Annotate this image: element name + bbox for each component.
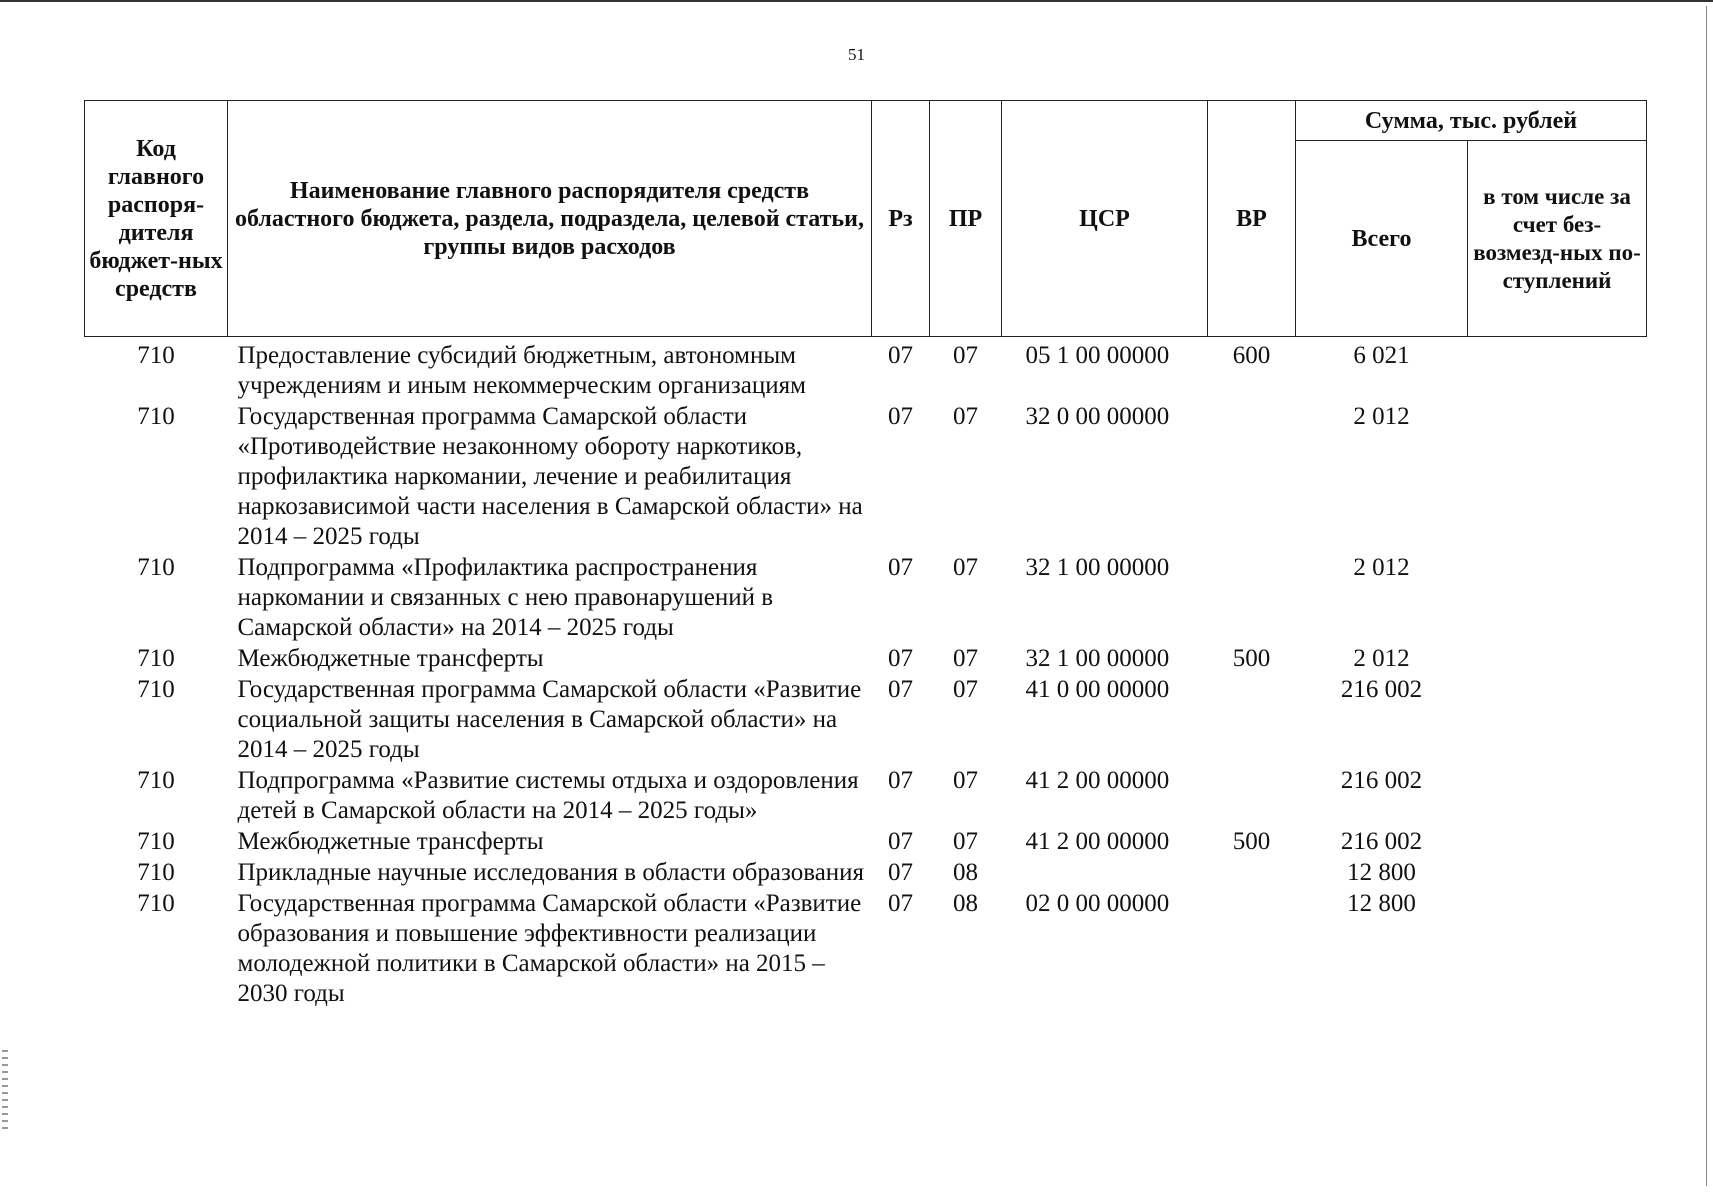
cell-vr (1208, 675, 1296, 766)
cell-total: 2 012 (1353, 645, 1410, 672)
cell-csr: 32 1 00 00000 (1025, 645, 1170, 672)
header-pr: ПР (930, 101, 1002, 337)
header-name: Наименование главного распорядителя средств областного бюджета, раздела, подраздела, целевой статьи, группы видов расходов (228, 101, 872, 337)
cell-pr: 07 (953, 767, 978, 794)
cell-rz: 07 (888, 403, 913, 430)
cell-name: Государственная программа Самарской области «Развитие социальной защиты населения в Самарской области» на 2014 – 2025 годы (237, 676, 862, 763)
top-border-line (0, 0, 1713, 2)
right-border-line (1706, 6, 1707, 1186)
cell-csr: 32 1 00 00000 (1025, 554, 1170, 581)
table-row (85, 766, 1647, 827)
cell-vr (1208, 766, 1296, 827)
cell-csr (1002, 858, 1208, 889)
cell-free (1468, 402, 1647, 553)
cell-name: Подпрограмма «Развитие системы отдыха и оздоровления детей в Самарской области на 2014 – 2025 годы» (237, 767, 859, 824)
cell-name: Межбюджетные трансферты (237, 645, 544, 672)
table-header (85, 101, 1647, 337)
cell-csr: 32 0 00 00000 (1025, 403, 1170, 430)
cell-total: 216 002 (1340, 828, 1423, 855)
table-row (85, 644, 1647, 675)
cell-free (1468, 766, 1647, 827)
table-row (85, 553, 1647, 644)
cell-rz: 07 (888, 859, 913, 886)
cell-csr: 41 0 00 00000 (1025, 676, 1170, 703)
cell-pr: 07 (953, 645, 978, 672)
cell-code: 710 (137, 676, 175, 703)
table-row (85, 337, 1647, 403)
cell-free (1468, 858, 1647, 889)
cell-free (1468, 675, 1647, 766)
cell-total: 12 800 (1347, 890, 1416, 917)
cell-vr: 500 (1232, 828, 1271, 855)
cell-name: Межбюджетные трансферты (237, 828, 544, 855)
cell-code: 710 (137, 554, 175, 581)
cell-rz: 07 (888, 828, 913, 855)
cell-free (1468, 889, 1647, 1010)
table-row (85, 858, 1647, 889)
table-body (85, 337, 1647, 1011)
cell-csr: 05 1 00 00000 (1025, 342, 1170, 369)
cell-code: 710 (137, 890, 175, 917)
cell-pr: 07 (953, 828, 978, 855)
cell-vr (1208, 553, 1296, 644)
cell-total: 6 021 (1353, 342, 1410, 369)
scan-artifact (2, 1050, 8, 1130)
cell-rz: 07 (888, 342, 913, 369)
cell-name: Государственная программа Самарской области «Развитие образования и повышение эффективности реализации молодежной политики в Самарской области» на 2015 – 2030 годы (237, 890, 862, 1007)
table-row (85, 675, 1647, 766)
cell-code: 710 (137, 859, 175, 886)
header-total: Всего (1296, 141, 1468, 337)
cell-pr: 07 (953, 403, 978, 430)
page-number: 51 (848, 45, 865, 64)
header-sum: Сумма, тыс. рублей (1296, 101, 1647, 141)
cell-total: 2 012 (1353, 403, 1410, 430)
cell-pr: 08 (953, 890, 978, 917)
table-row (85, 402, 1647, 553)
budget-table (84, 100, 1647, 1010)
cell-code: 710 (137, 828, 175, 855)
cell-name: Предоставление субсидий бюджетным, автономным учреждениям и иным некоммерческим организациям (237, 342, 806, 399)
cell-pr: 07 (953, 554, 978, 581)
cell-vr (1208, 889, 1296, 1010)
cell-pr: 07 (953, 342, 978, 369)
cell-vr (1208, 858, 1296, 889)
header-code: Код главного распоря-дителя бюджет-ных средств (85, 101, 228, 337)
header-vr: ВР (1208, 101, 1296, 337)
cell-total: 12 800 (1347, 859, 1416, 886)
cell-name: Государственная программа Самарской области «Противодействие незаконному обороту наркотиков, профилактика наркомании, лечение и реабилитация наркозависимой части населения в Самарской области» на 2014 – 2025 годы (237, 403, 863, 550)
cell-pr: 08 (953, 859, 978, 886)
cell-code: 710 (137, 767, 175, 794)
cell-name: Подпрограмма «Профилактика распространения наркомании и связанных с нею правонарушений в Самарской области» на 2014 – 2025 годы (237, 554, 774, 641)
table-row (85, 827, 1647, 858)
cell-total: 216 002 (1340, 767, 1423, 794)
cell-free (1468, 337, 1647, 403)
cell-free (1468, 644, 1647, 675)
cell-code: 710 (137, 645, 175, 672)
cell-code: 710 (137, 403, 175, 430)
cell-free (1468, 827, 1647, 858)
cell-pr: 07 (953, 676, 978, 703)
cell-rz: 07 (888, 676, 913, 703)
header-free: в том числе за счет без-возмезд-ных по-ступлений (1468, 141, 1647, 337)
cell-name: Прикладные научные исследования в области образования (237, 859, 865, 886)
cell-rz: 07 (888, 890, 913, 917)
cell-rz: 07 (888, 645, 913, 672)
cell-vr: 500 (1232, 645, 1271, 672)
cell-csr: 02 0 00 00000 (1025, 890, 1170, 917)
header-csr: ЦСР (1002, 101, 1208, 337)
header-rz: Рз (872, 101, 930, 337)
cell-vr: 600 (1232, 342, 1271, 369)
cell-csr: 41 2 00 00000 (1025, 767, 1170, 794)
cell-free (1468, 553, 1647, 644)
cell-code: 710 (137, 342, 175, 369)
cell-rz: 07 (888, 554, 913, 581)
cell-total: 2 012 (1353, 554, 1410, 581)
table-row (85, 889, 1647, 1010)
cell-rz: 07 (888, 767, 913, 794)
cell-total: 216 002 (1340, 676, 1423, 703)
cell-csr: 41 2 00 00000 (1025, 828, 1170, 855)
cell-vr (1208, 402, 1296, 553)
